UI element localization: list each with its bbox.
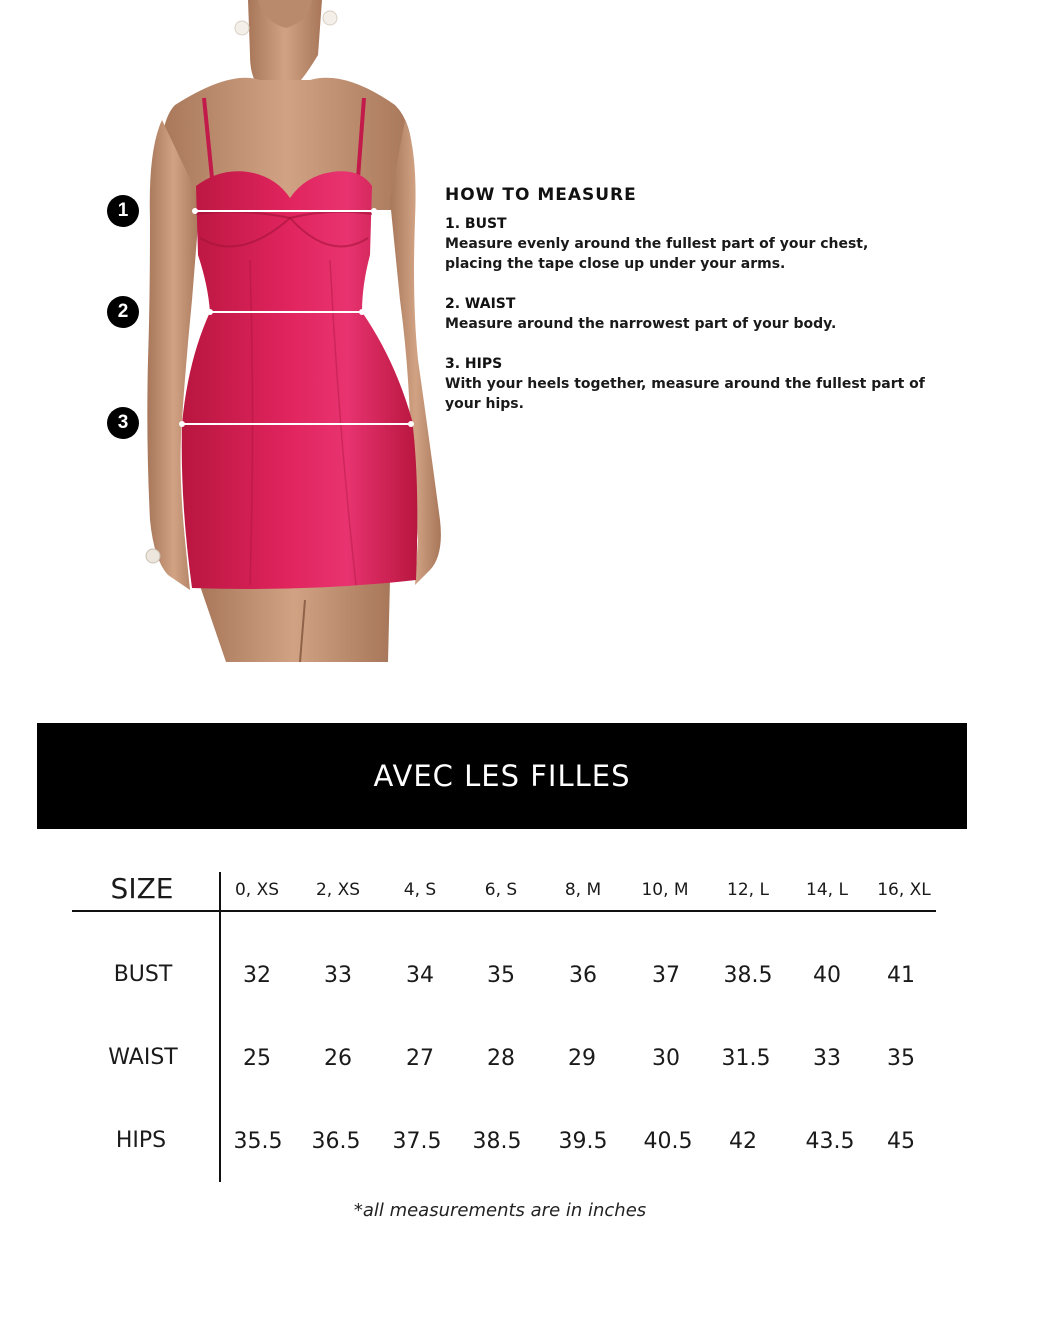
table-cell: 27 (406, 1046, 434, 1071)
table-cell: 30 (652, 1046, 680, 1071)
size-col-header: 6, S (484, 880, 518, 900)
table-label-divider (219, 872, 221, 1182)
step-bust (445, 214, 925, 274)
table-cell: 42 (729, 1129, 757, 1154)
table-cell: 29 (568, 1046, 596, 1071)
table-cell: 40.5 (643, 1129, 693, 1154)
model-legs (198, 580, 390, 662)
table-cell: 38.5 (472, 1129, 522, 1154)
table-cell: 35.5 (233, 1129, 283, 1154)
table-cell: 32 (243, 963, 271, 988)
table-cell: 36 (569, 963, 597, 988)
table-cell: 31.5 (721, 1046, 771, 1071)
table-cell: 35 (887, 1046, 915, 1071)
brand-banner: AVEC LES FILLES (37, 723, 967, 829)
size-col-header: 0, XS (234, 880, 280, 900)
step-hips (445, 354, 925, 414)
step-text: Measure around the narrowest part of your body. (445, 316, 837, 332)
how-to-measure-section (445, 185, 925, 434)
step-title: 3. HIPS (445, 356, 503, 372)
marker-waist: 2 (107, 296, 139, 328)
table-cell: 45 (887, 1129, 915, 1154)
step-waist (445, 294, 925, 334)
size-col-header: 12, L (727, 880, 769, 900)
table-cell: 39.5 (558, 1129, 608, 1154)
row-label-waist: WAIST (108, 1045, 178, 1070)
size-header-label: SIZE (110, 872, 174, 905)
table-cell: 43.5 (805, 1129, 855, 1154)
table-cell: 35 (487, 963, 515, 988)
step-title: 1. BUST (445, 216, 507, 232)
table-cell: 41 (887, 963, 915, 988)
size-col-header: 10, M (641, 880, 689, 900)
step-title: 2. WAIST (445, 296, 516, 312)
size-col-header: 14, L (806, 880, 848, 900)
table-cell: 36.5 (311, 1129, 361, 1154)
table-cell: 26 (324, 1046, 352, 1071)
units-footnote: *all measurements are in inches (353, 1200, 647, 1221)
ring-icon (146, 549, 160, 563)
step-text: Measure evenly around the fullest part of your chest, placing the tape close up under your arms. (445, 236, 869, 272)
marker-hips: 3 (107, 407, 139, 439)
table-header-divider (72, 910, 936, 912)
size-col-header: 2, XS (315, 880, 361, 900)
earring-left (235, 21, 249, 35)
earring-right (323, 11, 337, 25)
how-to-measure-title: HOW TO MEASURE (445, 185, 637, 205)
model-illustration (0, 0, 460, 665)
table-cell: 28 (487, 1046, 515, 1071)
table-cell: 38.5 (723, 963, 773, 988)
table-cell: 33 (813, 1046, 841, 1071)
row-label-hips: HIPS (115, 1128, 167, 1153)
table-cell: 37 (652, 963, 680, 988)
table-cell: 40 (813, 963, 841, 988)
table-cell: 33 (324, 963, 352, 988)
dress (182, 171, 418, 589)
size-col-header: 4, S (403, 880, 437, 900)
size-col-header: 16, XL (877, 880, 931, 900)
table-cell: 25 (243, 1046, 271, 1071)
step-text: With your heels together, measure around the fullest part of your hips. (445, 376, 925, 412)
table-cell: 34 (406, 963, 434, 988)
table-cell: 37.5 (392, 1129, 442, 1154)
size-col-header: 8, M (564, 880, 602, 900)
marker-bust: 1 (107, 195, 139, 227)
row-label-bust: BUST (113, 962, 173, 987)
dress-figure-svg (0, 0, 460, 665)
